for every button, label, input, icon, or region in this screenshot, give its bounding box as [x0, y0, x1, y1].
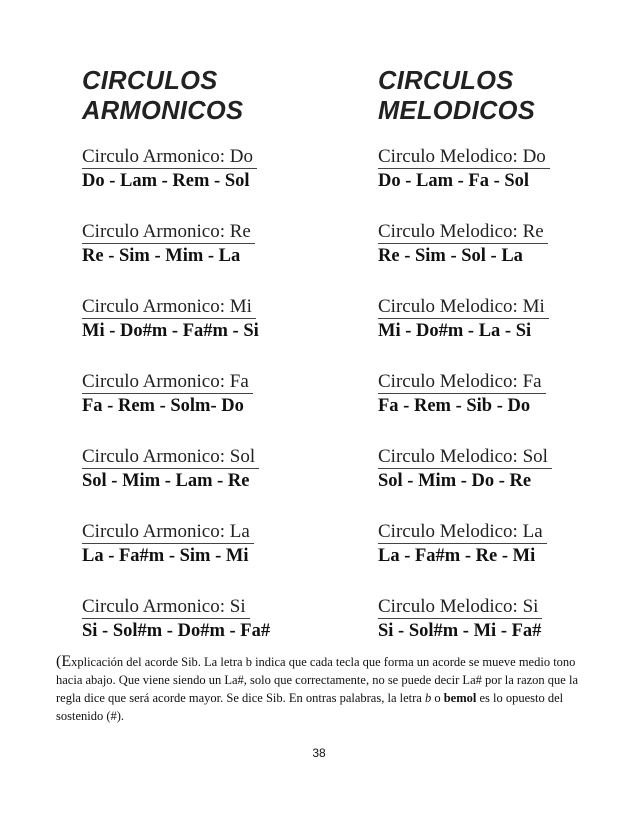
explanation-text: xplicación del acorde Sib. La letra b indica que cada tecla que forma un acorde se mueve medio tono hacia abajo. Que viene siendo un La#, solo que correctamente, no se puede decir La# por la razon que la regla dice que será acorde mayor. Se dice Sib. En ontras palabras, la letra [56, 655, 579, 705]
circle-armonico-re [82, 221, 312, 296]
armonicos-column [82, 66, 312, 671]
circle-chords: La - Fa#m - Sim - Mi [82, 546, 249, 566]
armonicos-heading [82, 66, 312, 126]
circle-armonico-la [82, 521, 312, 596]
circle-chords: Mi - Do#m - La - Si [378, 321, 532, 341]
circle-armonico-mi [82, 296, 312, 371]
circle-melodico-re [378, 221, 608, 296]
circle-title: Circulo Armonico: Fa [82, 371, 253, 394]
circle-armonico-do [82, 146, 312, 221]
circle-chords: Fa - Rem - Solm- Do [82, 396, 244, 416]
heading-line-2: MELODICOS [378, 97, 536, 125]
circle-melodico-fa [378, 371, 608, 446]
circle-title: Circulo Melodico: Fa [378, 371, 546, 394]
melodicos-column [378, 66, 608, 671]
circle-chords: Do - Lam - Fa - Sol [378, 171, 530, 191]
melodicos-heading [378, 66, 608, 126]
circle-melodico-la [378, 521, 608, 596]
heading-line-2: ARMONICOS [82, 97, 244, 125]
circle-title: Circulo Melodico: Sol [378, 446, 552, 469]
circle-chords: Re - Sim - Mim - La [82, 246, 241, 266]
melodicos-list [378, 146, 608, 671]
circle-chords: Do - Lam - Rem - Sol [82, 171, 250, 191]
circle-chords: Mi - Do#m - Fa#m - Si [82, 321, 259, 341]
circle-armonico-sol [82, 446, 312, 521]
circle-melodico-mi [378, 296, 608, 371]
circle-chords: Si - Sol#m - Mi - Fa# [378, 621, 542, 641]
circle-chords: Re - Sim - Sol - La [378, 246, 523, 266]
circle-title: Circulo Melodico: La [378, 521, 547, 544]
explanation-text: o [431, 691, 444, 705]
circle-title: Circulo Melodico: Mi [378, 296, 549, 319]
circle-title: Circulo Melodico: Si [378, 596, 542, 619]
circle-title: Circulo Melodico: Do [378, 146, 550, 169]
heading-line-1: CIRCULOS [378, 67, 514, 95]
circle-melodico-do [378, 146, 608, 221]
explanation-lead: (E [56, 653, 72, 670]
circle-title: Circulo Armonico: Sol [82, 446, 259, 469]
page-number: 38 [312, 746, 326, 760]
circle-chords: Fa - Rem - Sib - Do [378, 396, 531, 416]
explanation-italic-b: b [424, 691, 432, 705]
circle-title: Circulo Armonico: Mi [82, 296, 256, 319]
circle-chords: La - Fa#m - Re - Mi [378, 546, 536, 566]
circle-chords: Si - Sol#m - Do#m - Fa# [82, 621, 271, 641]
circle-title: Circulo Melodico: Re [378, 221, 548, 244]
circle-chords: Sol - Mim - Do - Re [378, 471, 532, 491]
circle-title: Circulo Armonico: Re [82, 221, 255, 244]
circle-title: Circulo Armonico: Si [82, 596, 250, 619]
circle-title: Circulo Armonico: Do [82, 146, 257, 169]
explanation-text: es lo opuesto del sostenido (#). [56, 691, 564, 723]
explanation-bold-bemol: bemol [443, 691, 477, 705]
circle-melodico-sol [378, 446, 608, 521]
heading-line-1: CIRCULOS [82, 67, 218, 95]
circle-title: Circulo Armonico: La [82, 521, 254, 544]
armonicos-list [82, 146, 312, 671]
circle-armonico-fa [82, 371, 312, 446]
circle-chords: Sol - Mim - Lam - Re [82, 471, 250, 491]
sib-explanation-paragraph [56, 653, 586, 725]
